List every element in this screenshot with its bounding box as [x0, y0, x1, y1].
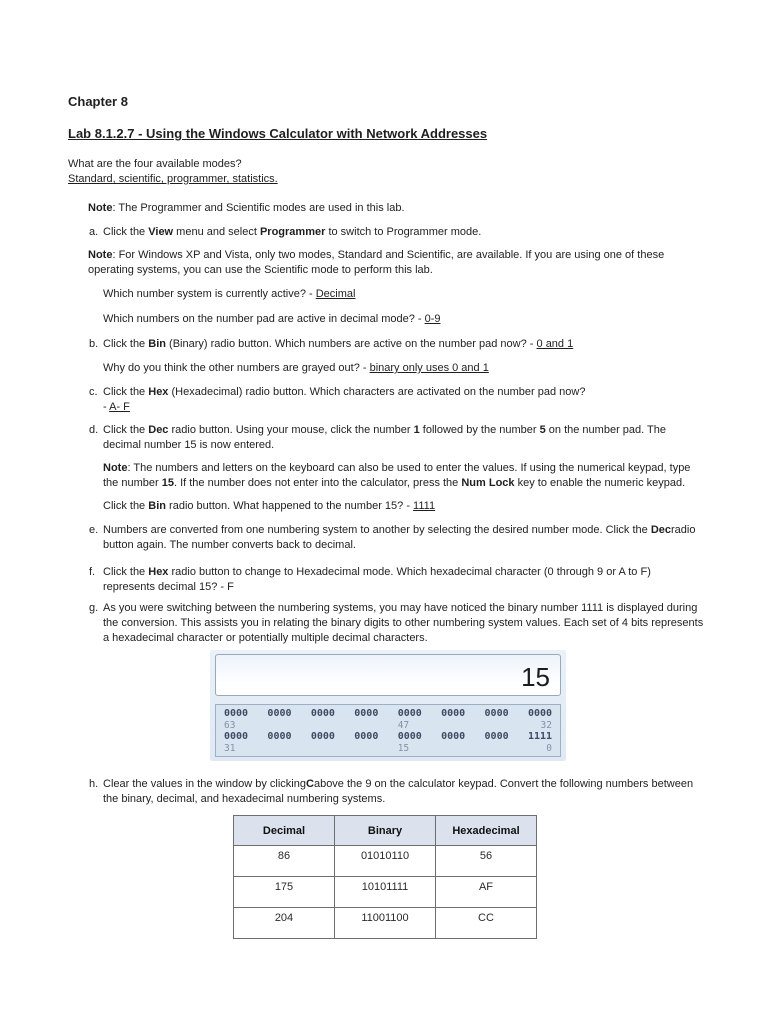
- question-why-grayed: [103, 361, 705, 376]
- calculator-display-value: 15: [521, 662, 550, 693]
- list-item-d: [68, 423, 705, 453]
- item-label-b: b.: [89, 338, 99, 350]
- bit-position-label: [485, 720, 509, 731]
- text-segment: C: [306, 778, 314, 790]
- note-3: [103, 461, 705, 491]
- table-cell: 11001100: [335, 908, 436, 939]
- bit-position-label: [311, 743, 335, 754]
- bit-position-label: 0: [546, 743, 552, 754]
- text-segment: -: [103, 401, 110, 413]
- text-segment: : The Programmer and Scientific modes are used in this lab.: [112, 202, 405, 214]
- chapter-heading: Chapter 8: [68, 94, 128, 109]
- text-segment: radio button again. The number converts back to decimal.: [103, 524, 696, 551]
- bit-position-label: [485, 743, 509, 754]
- table-cell: 175: [234, 877, 335, 908]
- text-segment: Dec: [148, 424, 169, 436]
- bit-group: 0000: [484, 708, 509, 719]
- conversion-table-body: [234, 846, 537, 939]
- text-segment: . If the number does not enter into the calculator, press the: [173, 477, 462, 489]
- text-segment: Bin: [148, 500, 166, 512]
- text-segment: Decimal: [315, 288, 356, 300]
- text-segment: View: [148, 226, 174, 238]
- text-segment: Click the: [103, 226, 149, 238]
- text-segment: 5: [539, 424, 546, 436]
- bit-group: 0000: [267, 731, 292, 742]
- list-item-c: [68, 385, 705, 415]
- bit-position-labels: [224, 720, 552, 731]
- list-item-f: [68, 565, 705, 595]
- item-text-e: [103, 524, 695, 551]
- text-segment: menu and select: [173, 226, 260, 238]
- text-segment: radio button to change to Hexadecimal mode. Which hexadecimal character (0 through 9 or A to F) represents decimal 15? - F: [103, 566, 651, 593]
- bit-position-labels: [224, 743, 552, 754]
- item-text-b: [103, 338, 573, 350]
- text-segment: 0 and 1: [536, 338, 574, 350]
- table-header-cell: Decimal: [234, 816, 335, 846]
- text-segment: Note: [88, 249, 113, 261]
- text-segment: Click the: [103, 500, 149, 512]
- item-label-e: e.: [89, 524, 99, 536]
- bit-position-label: [441, 743, 465, 754]
- calculator-bit-panel: [215, 704, 561, 757]
- list-item-b: [68, 337, 705, 352]
- item-label-a: a.: [89, 226, 99, 238]
- question-active-system: [103, 287, 705, 302]
- bit-group: 0000: [441, 731, 466, 742]
- intro-question: What are the four available modes?: [68, 158, 242, 170]
- item-text-g: [103, 602, 703, 644]
- text-segment: 1111: [413, 500, 436, 512]
- item-text-c: [103, 386, 585, 413]
- text-segment: Bin: [148, 338, 166, 350]
- bit-position-label: 47: [397, 720, 410, 731]
- item-text-h: [103, 778, 693, 805]
- bit-group: 0000: [224, 708, 249, 719]
- text-segment: above the 9 on the calculator keypad. Convert the following numbers between the binary, decimal, and hexadecimal numbering systems.: [103, 778, 694, 805]
- text-segment: Hex: [148, 386, 169, 398]
- table-cell: 01010110: [335, 846, 436, 877]
- bit-position-label: [354, 720, 378, 731]
- question-decimal-numbers: [103, 312, 705, 327]
- text-segment: Numbers are converted from one numbering system to another by selecting the desired number mode. Click the: [103, 524, 651, 536]
- text-segment: (Binary) radio button. Which numbers are active on the number pad now? -: [165, 338, 537, 350]
- table-cell: 204: [234, 908, 335, 939]
- document-content: [68, 94, 705, 939]
- text-segment: radio button. Using your mouse, click the number: [168, 424, 414, 436]
- text-segment: Num Lock: [461, 477, 515, 489]
- text-segment: (Hexadecimal) radio button. Which characters are activated on the number pad now?: [168, 386, 586, 398]
- text-segment: Click the: [103, 386, 149, 398]
- bit-group: 0000: [527, 708, 553, 719]
- text-segment: Which numbers on the number pad are active in decimal mode? -: [103, 313, 425, 325]
- list-item-e: [68, 523, 705, 553]
- text-segment: Hex: [148, 566, 169, 578]
- item-label-d: d.: [89, 424, 99, 436]
- bit-group: 0000: [354, 708, 379, 719]
- intro-block: [68, 157, 705, 187]
- bit-group: 0000: [224, 731, 249, 742]
- item-label-g: g.: [89, 602, 99, 614]
- bit-group: 0000: [310, 708, 335, 719]
- table-cell: 10101111: [335, 877, 436, 908]
- text-segment: Clear the values in the window by clicking: [103, 778, 306, 790]
- intro-answer: Standard, scientific, programmer, statistics.: [68, 173, 278, 185]
- list-item-g: [68, 601, 705, 646]
- text-segment: Programmer: [259, 226, 326, 238]
- item-label-f: f.: [89, 566, 96, 578]
- bit-row: [224, 708, 552, 720]
- text-segment: key to enable the numeric keypad.: [514, 477, 686, 489]
- calculator-screenshot: [210, 650, 566, 761]
- lab-title: Lab 8.1.2.7 - Using the Windows Calculator with Network Addresses: [68, 126, 488, 141]
- bit-row: [224, 731, 552, 743]
- text-segment: Click the: [103, 424, 149, 436]
- table-header-row: [234, 816, 537, 846]
- table-header-cell: Hexadecimal: [436, 816, 537, 846]
- item-text-d: [103, 424, 666, 451]
- text-segment: on the number pad. The decimal number 15 is now entered.: [103, 424, 667, 451]
- bit-group: 1111: [527, 731, 553, 742]
- bit-position-label: [311, 720, 335, 731]
- item-text-a: [103, 226, 481, 238]
- text-segment: radio button. What happened to the number 15? -: [165, 500, 414, 512]
- note-2: [88, 248, 705, 278]
- bit-position-label: [354, 743, 378, 754]
- text-segment: Click the: [103, 566, 149, 578]
- table-cell: 56: [436, 846, 537, 877]
- bit-position-label: 63: [224, 720, 236, 731]
- text-segment: 1: [413, 424, 420, 436]
- item-label-c: c.: [89, 386, 98, 398]
- table-row: [234, 908, 537, 939]
- table-cell: CC: [436, 908, 537, 939]
- bit-group: 0000: [441, 708, 466, 719]
- text-segment: 15: [161, 477, 174, 489]
- text-segment: 0-9: [424, 313, 441, 325]
- text-segment: to switch to Programmer mode.: [325, 226, 482, 238]
- text-segment: : The numbers and letters on the keyboard can also be used to enter the values. If using the numerical keypad, type the number: [103, 462, 691, 489]
- text-segment: Note: [103, 462, 128, 474]
- conversion-table-head: [234, 816, 537, 846]
- conversion-table: [233, 815, 537, 939]
- calculator-display: [215, 654, 561, 696]
- bit-position-label: 32: [540, 720, 552, 731]
- bit-group: 0000: [484, 731, 509, 742]
- bit-position-label: 31: [224, 743, 236, 754]
- text-segment: Click the: [103, 338, 149, 350]
- list-item-a: [68, 225, 705, 240]
- bit-position-label: [441, 720, 465, 731]
- text-segment: binary only uses 0 and 1: [369, 362, 489, 374]
- note-1: [88, 201, 705, 216]
- bit-group: 0000: [310, 731, 335, 742]
- text-segment: followed by the number: [419, 424, 540, 436]
- item-text-f: [103, 566, 651, 593]
- bit-group: 0000: [354, 731, 379, 742]
- table-cell: 86: [234, 846, 335, 877]
- bit-position-label: [267, 743, 291, 754]
- bit-position-label: 15: [397, 743, 410, 754]
- table-header-cell: Binary: [335, 816, 436, 846]
- text-segment: Why do you think the other numbers are grayed out? -: [103, 362, 370, 374]
- text-segment: As you were switching between the numbering systems, you may have noticed the binary number 1111 is displayed during the conversion. This assists you in relating the binary digits to other numbering system values. Each set of 4 bits represents a hexadecimal character or potentially multiple decimal characters.: [103, 602, 704, 644]
- bit-group: 0000: [397, 708, 422, 719]
- table-row: [234, 846, 537, 877]
- text-segment: Which number system is currently active? -: [103, 288, 316, 300]
- table-row: [234, 877, 537, 908]
- item-label-h: h.: [89, 778, 99, 790]
- bit-group: 0000: [397, 731, 422, 742]
- text-segment: Dec: [650, 524, 672, 536]
- bit-group: 0000: [267, 708, 292, 719]
- text-segment: A- F: [109, 401, 130, 413]
- text-segment: : For Windows XP and Vista, only two modes, Standard and Scientific, are available. If you are using one of these operating systems, you can use the Scientific mode to perform this lab.: [88, 249, 665, 276]
- table-cell: AF: [436, 877, 537, 908]
- question-bin-fifteen: [103, 499, 705, 514]
- text-segment: Note: [88, 202, 113, 214]
- list-item-h: [68, 777, 705, 807]
- bit-position-label: [267, 720, 291, 731]
